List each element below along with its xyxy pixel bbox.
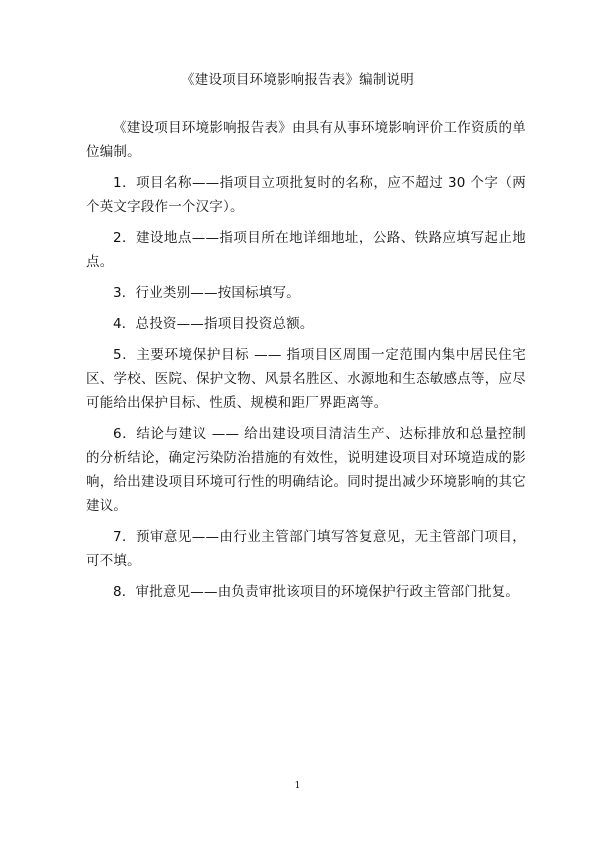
item-conclusions: 6．结论与建议 —— 给出建设项目清洁生产、达标排放和总量控制的分析结论，确定污染防治措施的有效性，说明建设项目对环境造成的影响，给出建设项目环境可行性的明确结论。同时提出减少环境影响的其它建议。 — [86, 426, 526, 514]
item-project-name: 1．项目名称——指项目立项批复时的名称，应不超过 30 个字（两个英文字段作一个汉字）。 — [86, 175, 526, 215]
item-approval-opinion: 8．审批意见——由负责审批该项目的环境保护行政主管部门批复。 — [113, 584, 520, 600]
item-preliminary-review: 7．预审意见——由行业主管部门填写答复意见，无主管部门项目，可不填。 — [86, 529, 526, 569]
item-industry-category: 3．行业类别——按国标填写。 — [113, 285, 300, 301]
item-total-investment: 4．总投资——指项目投资总额。 — [113, 316, 314, 332]
item-protection-targets: 5．主要环境保护目标 —— 指项目区周围一定范围内集中居民住宅区、学校、医院、保护文物、风景名胜区、水源地和生态敏感点等，应尽可能给出保护目标、性质、规模和距厂界距离等。 — [86, 347, 526, 411]
intro-paragraph: 《建设项目环境影响报告表》由具有从事环境影响评价工作资质的单位编制。 — [86, 120, 526, 160]
document-title: 《建设项目环境影响报告表》编制说明 — [181, 72, 414, 88]
page-number: 1 — [294, 781, 301, 791]
document-body — [86, 116, 526, 611]
item-construction-site: 2．建设地点——指项目所在地详细地址，公路、铁路应填写起止地点。 — [86, 230, 526, 270]
